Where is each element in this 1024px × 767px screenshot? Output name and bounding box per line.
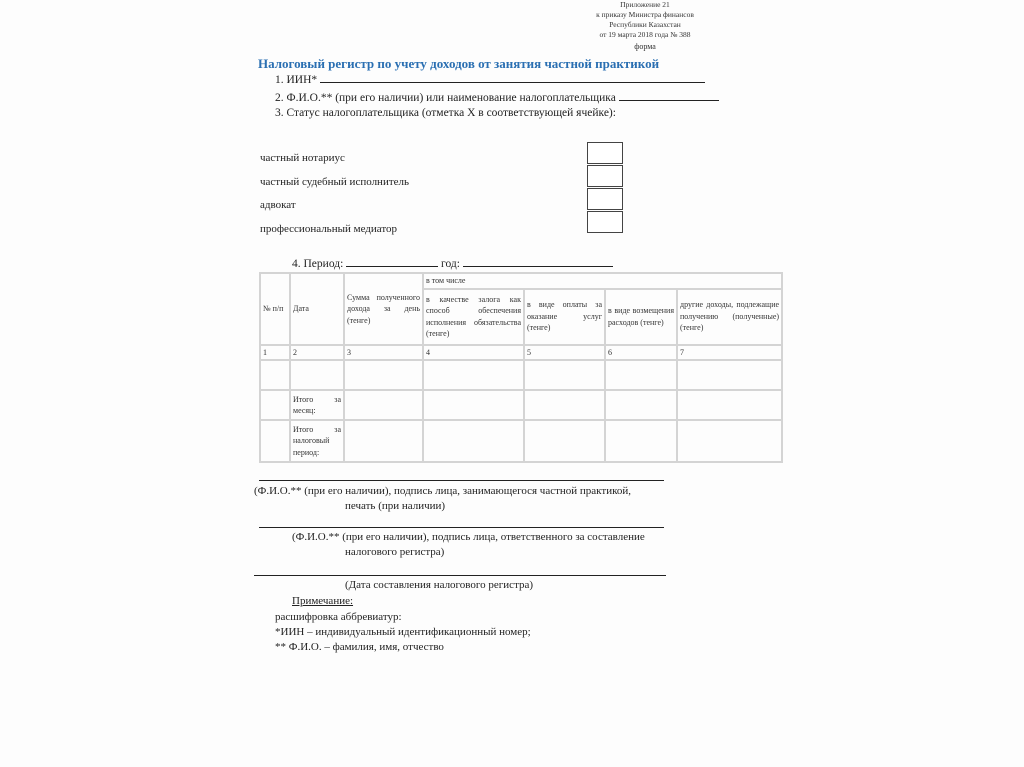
fio-label: 2. Ф.И.О.** (при его наличии) или наименование налогоплательщика [275, 92, 616, 104]
cell[interactable] [423, 360, 524, 390]
cell[interactable] [344, 420, 423, 462]
cell[interactable] [677, 360, 782, 390]
signature-caption-practitioner-2: печать (при наличии) [345, 500, 446, 512]
header-services: в виде оплаты за оказание услуг (тенге) [524, 289, 605, 345]
status-option-bailiff: частный судебный исполнитель [260, 176, 410, 188]
checkbox-mediator[interactable] [587, 211, 623, 233]
document-title: Налоговый регистр по учету доходов от занятия частной практикой [258, 56, 660, 71]
form-label: форма [634, 42, 656, 51]
date-line[interactable] [254, 575, 666, 576]
column-number: 4 [423, 345, 524, 361]
checkbox-bailiff[interactable] [587, 165, 623, 187]
status-option-lawyer: адвокат [260, 199, 296, 211]
column-number: 3 [344, 345, 423, 361]
cell[interactable] [605, 390, 677, 420]
header-sum: Сумма полученного дохода за день (тенге) [344, 273, 423, 345]
signature-line-responsible[interactable] [259, 527, 664, 528]
table-row-period-total [260, 420, 782, 462]
date-caption: (Дата составления налогового регистра) [345, 579, 534, 591]
cell[interactable] [677, 390, 782, 420]
period-total-label: Итого за налоговый период: [290, 420, 344, 462]
header-other: другие доходы, подлежащие получению (полученные) (тенге) [677, 289, 782, 345]
appendix-line: к приказу Министра финансов [596, 10, 694, 19]
column-number: 7 [677, 345, 782, 361]
signature-caption-responsible: (Ф.И.О.** (при его наличии), подпись лица, ответственного за составление [292, 531, 645, 543]
signature-caption-practitioner: (Ф.И.О.** (при его наличии), подпись лица, занимающегося частной практикой, [254, 485, 631, 497]
fio-input-line[interactable] [619, 90, 719, 101]
register-table [259, 272, 783, 463]
notes-intro: расшифровка аббревиатур: [275, 611, 402, 623]
note-item-iin: *ИИН – индивидуальный идентификационный номер; [275, 626, 531, 638]
column-number: 6 [605, 345, 677, 361]
status-option-mediator: профессиональный медиатор [260, 223, 398, 235]
column-numbers-row [260, 345, 782, 361]
status-heading: 3. Статус налогоплательщика (отметка Х в соответствующей ячейке): [275, 107, 616, 119]
signature-caption-responsible-2: налогового регистра) [345, 546, 445, 558]
column-number: 2 [290, 345, 344, 361]
fio-field [275, 90, 719, 104]
table-row [260, 360, 782, 390]
cell[interactable] [260, 360, 290, 390]
note-item-fio: ** Ф.И.О. – фамилия, имя, отчество [275, 641, 444, 653]
period-field [292, 256, 613, 270]
period-label: 4. Период: [292, 258, 344, 270]
appendix-line: Приложение 21 [620, 0, 670, 9]
checkbox-lawyer[interactable] [587, 188, 623, 210]
cell[interactable] [677, 420, 782, 462]
cell[interactable] [423, 420, 524, 462]
status-option-notary: частный нотариус [260, 152, 345, 164]
cell[interactable] [524, 360, 605, 390]
appendix-reference [560, 0, 730, 40]
iin-input-line[interactable] [320, 72, 705, 83]
notes-heading: Примечание: [292, 595, 354, 607]
cell[interactable] [344, 360, 423, 390]
signature-line-practitioner[interactable] [259, 480, 664, 481]
year-label: год: [441, 258, 460, 270]
header-pledge: в качестве залога как способ обеспечения исполнения обязательства (тенге) [423, 289, 524, 345]
cell-date[interactable] [290, 360, 344, 390]
cell[interactable] [260, 420, 290, 462]
header-expenses: в виде возмещения расходов (тенге) [605, 289, 677, 345]
appendix-line: от 19 марта 2018 года № 388 [599, 30, 691, 39]
iin-field [275, 72, 705, 86]
appendix-line: Республики Казахстан [609, 20, 681, 29]
cell[interactable] [524, 420, 605, 462]
iin-label: 1. ИИН* [275, 74, 318, 86]
cell[interactable] [423, 390, 524, 420]
cell[interactable] [344, 390, 423, 420]
checkbox-notary[interactable] [587, 142, 623, 164]
table-row-month-total [260, 390, 782, 420]
cell[interactable] [605, 420, 677, 462]
column-number: 1 [260, 345, 290, 361]
cell[interactable] [524, 390, 605, 420]
month-total-label: Итого за месяц: [290, 390, 344, 420]
cell[interactable] [260, 390, 290, 420]
header-num: № п/п [260, 273, 290, 345]
column-number: 5 [524, 345, 605, 361]
year-input-line[interactable] [463, 256, 613, 267]
header-including: в том числе [423, 273, 782, 289]
header-date: Дата [290, 273, 344, 345]
period-input-line[interactable] [346, 256, 438, 267]
cell[interactable] [605, 360, 677, 390]
